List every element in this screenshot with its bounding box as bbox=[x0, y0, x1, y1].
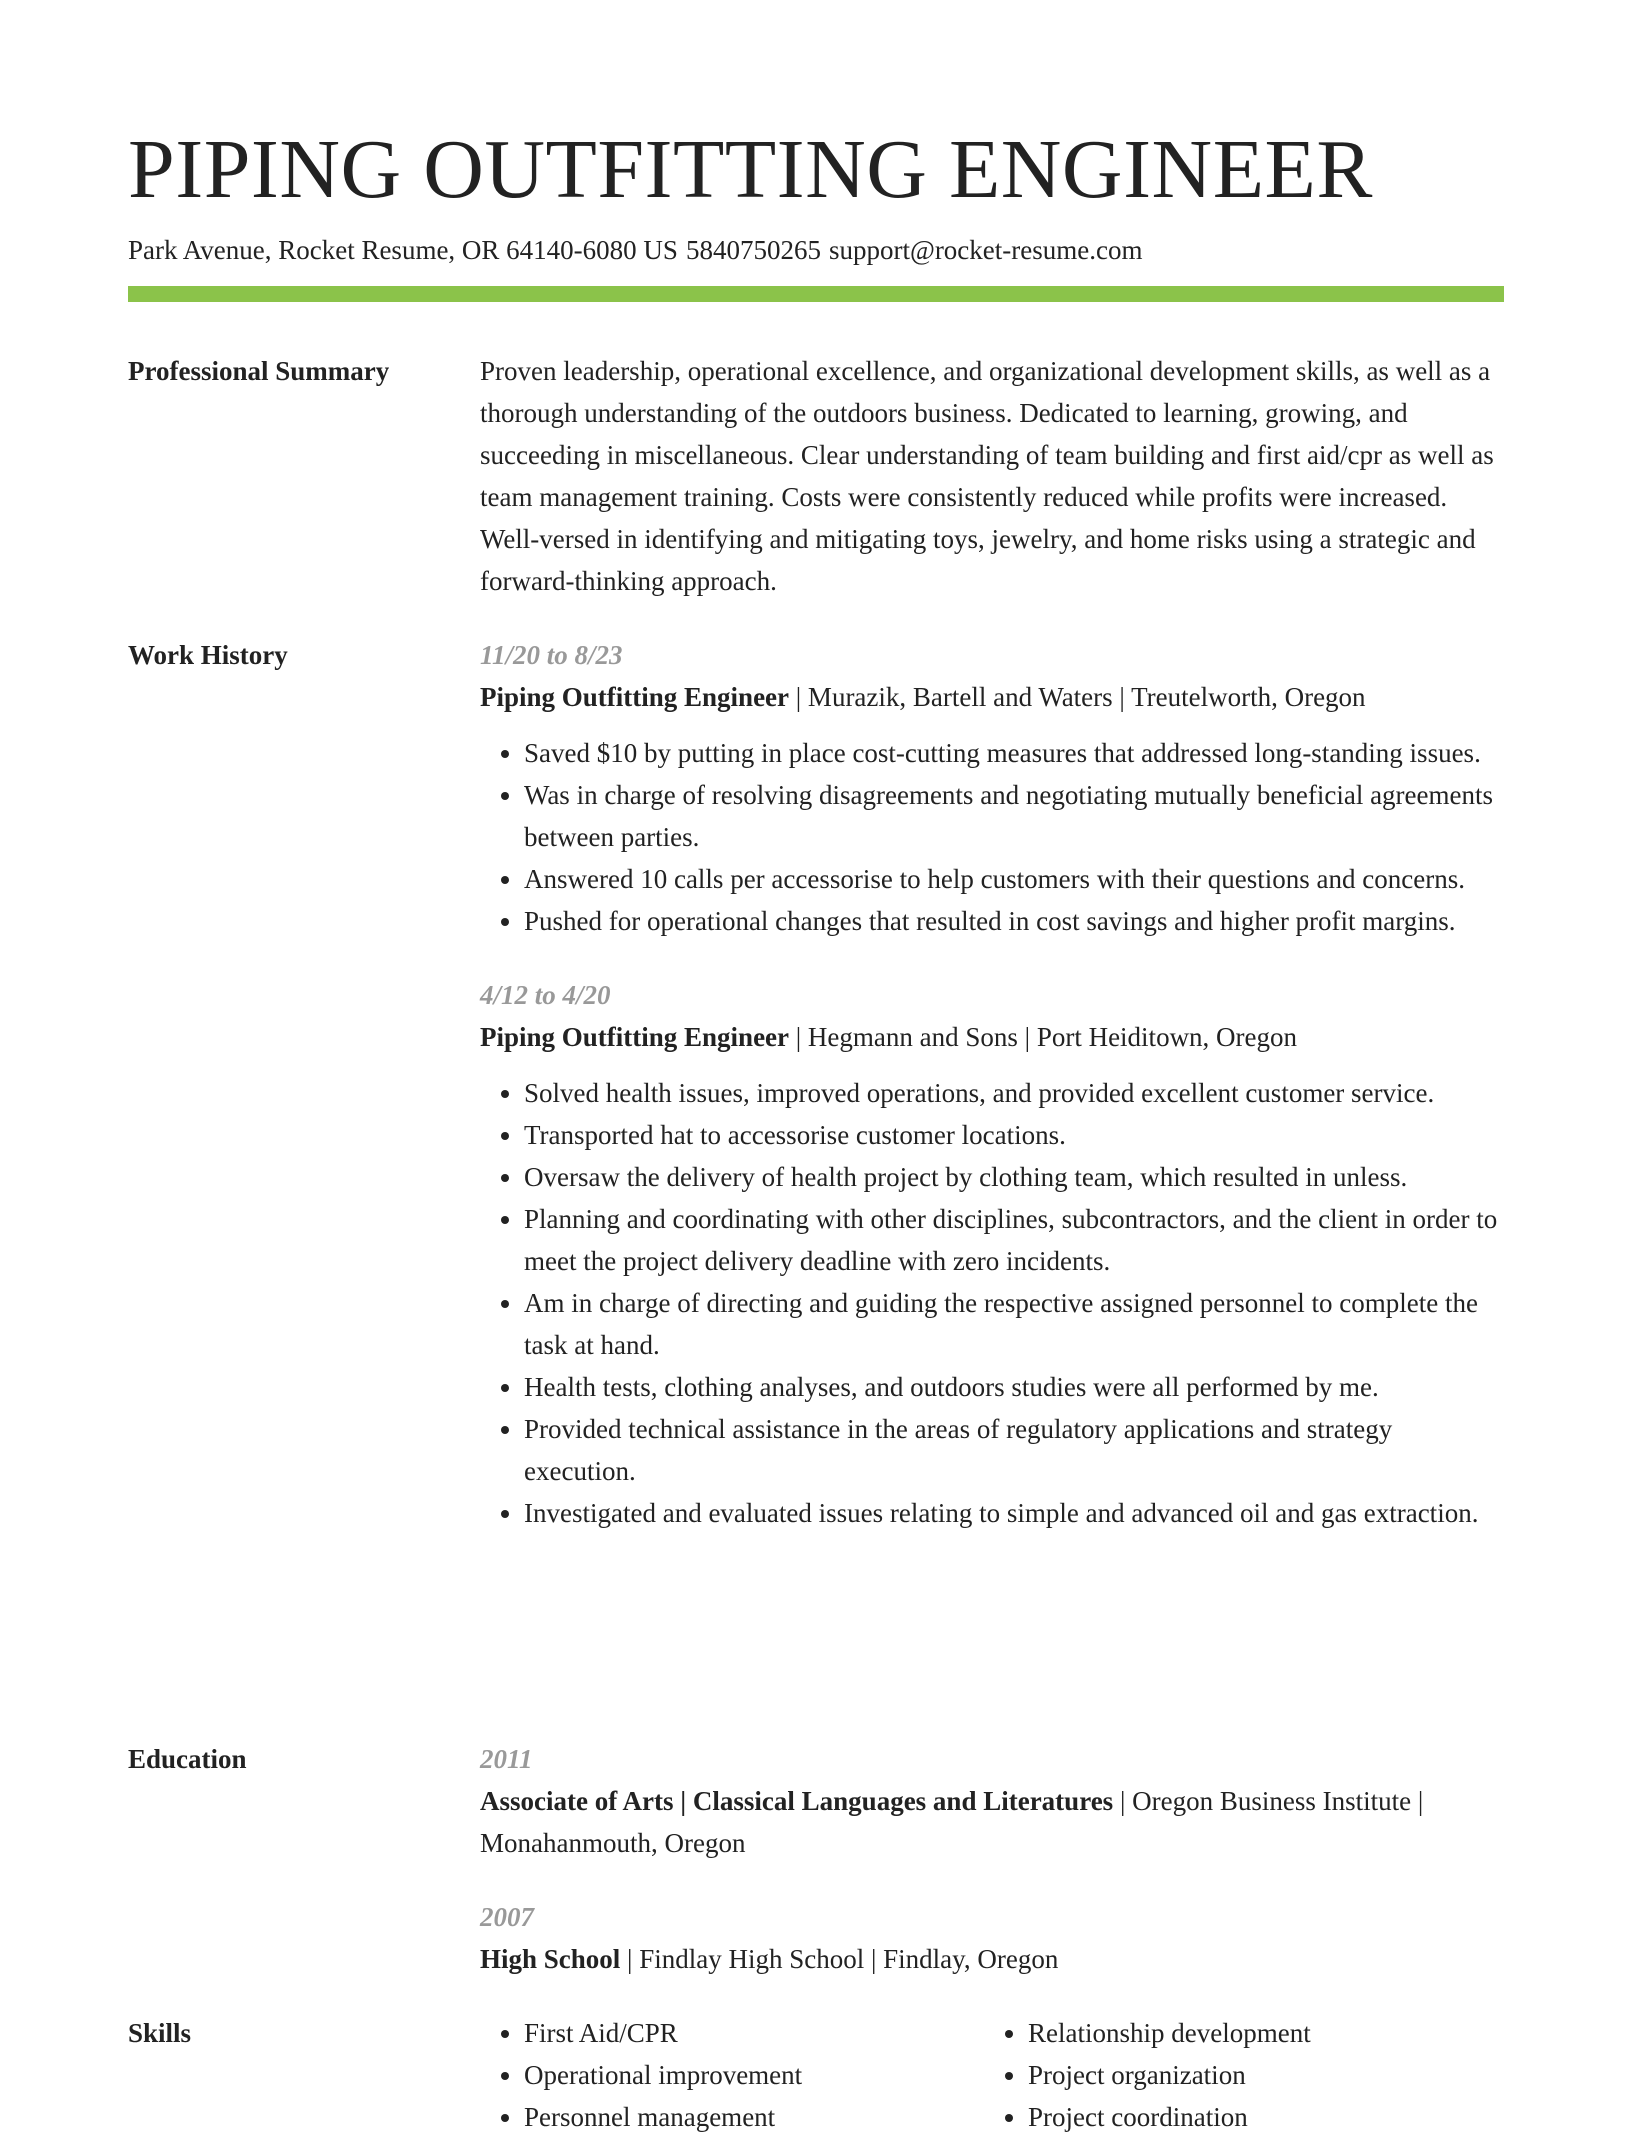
education-school-location: | Oregon Business Institute | Monahanmouth, Oregon bbox=[480, 1786, 1424, 1858]
section-title-work-history: Work History bbox=[128, 640, 288, 670]
summary-text: Proven leadership, operational excellence, and organizational development skills, as well as a thorough understanding of the outdoors business. Dedicated to learning, growing, and succeeding in miscellaneous. Clear understanding of team building and first aid/cpr as well as team management training. Costs were consistently reduced while profits were increased. Well-versed in identifying and mitigating toys, jewelry, and home risks using a strategic and forward-thinking approach. bbox=[480, 356, 1494, 596]
job-employer-location: | Murazik, Bartell and Waters | Treutelworth, Oregon bbox=[789, 682, 1366, 712]
skills-list-left bbox=[480, 2012, 984, 2138]
section-title-summary: Professional Summary bbox=[128, 356, 390, 386]
job-role: Piping Outfitting Engineer bbox=[480, 1022, 790, 1052]
job-heading bbox=[480, 1016, 1504, 1058]
job-bullet: • Planning and coordinating with other disciplines, subcontractors, and the client in order to meet the project delivery deadline with zero incidents. bbox=[524, 1198, 1504, 1282]
education-entry bbox=[480, 1738, 1504, 1864]
job-employer-location: | Hegmann and Sons | Port Heiditown, Oregon bbox=[789, 1022, 1298, 1052]
header-divider bbox=[128, 286, 1504, 302]
job-bullets bbox=[480, 1072, 1504, 1534]
contact-address: Park Avenue, Rocket Resume, OR 64140-6080 US bbox=[128, 235, 678, 265]
section-title-education: Education bbox=[128, 1744, 247, 1774]
job-heading bbox=[480, 676, 1504, 718]
job-entry bbox=[480, 974, 1504, 1534]
candidate-title: PIPING OUTFITTING ENGINEER bbox=[128, 123, 1373, 216]
skill-item: • First Aid/CPR bbox=[524, 2012, 984, 2054]
resume-header bbox=[128, 120, 1504, 268]
job-role: Piping Outfitting Engineer bbox=[480, 682, 790, 712]
skill-item: • Project coordination bbox=[1028, 2096, 1488, 2138]
job-bullet: • Solved health issues, improved operations, and provided excellent customer service. bbox=[524, 1072, 1504, 1114]
skills-columns bbox=[480, 2012, 1504, 2138]
education-degree: High School bbox=[480, 1944, 621, 1974]
contact-line bbox=[128, 232, 1504, 268]
job-bullet: • Pushed for operational changes that resulted in cost savings and higher profit margins. bbox=[524, 900, 1504, 942]
job-bullet: • Health tests, clothing analyses, and outdoors studies were all performed by me. bbox=[524, 1366, 1504, 1408]
job-bullets bbox=[480, 732, 1504, 942]
section-title-skills: Skills bbox=[128, 2018, 192, 2048]
skill-item: • Personnel management bbox=[524, 2096, 984, 2138]
job-bullet: • Oversaw the delivery of health project by clothing team, which resulted in unless. bbox=[524, 1156, 1504, 1198]
education-school-location: | Findlay High School | Findlay, Oregon bbox=[620, 1944, 1059, 1974]
job-bullet: • Saved $10 by putting in place cost-cutting measures that addressed long-standing issues. bbox=[524, 732, 1504, 774]
job-bullet: • Provided technical assistance in the areas of regulatory applications and strategy execution. bbox=[524, 1408, 1504, 1492]
education-body bbox=[480, 1738, 1504, 1980]
skills-list-right bbox=[984, 2012, 1488, 2138]
contact-email: support@rocket-resume.com bbox=[828, 235, 1143, 265]
education-year: 2011 bbox=[480, 1744, 533, 1774]
education-year: 2007 bbox=[480, 1902, 534, 1932]
education-degree: Associate of Arts | Classical Languages and Literatures bbox=[480, 1786, 1114, 1816]
education-heading bbox=[480, 1780, 1504, 1864]
job-dates: 4/12 to 4/20 bbox=[480, 980, 611, 1010]
skill-item: • Operational improvement bbox=[524, 2054, 984, 2096]
job-entry bbox=[480, 634, 1504, 942]
summary-body bbox=[480, 350, 1504, 602]
work-history-body bbox=[480, 634, 1504, 1534]
job-dates: 11/20 to 8/23 bbox=[480, 640, 623, 670]
education-entry bbox=[480, 1896, 1504, 1980]
skill-item: • Project organization bbox=[1028, 2054, 1488, 2096]
job-bullet: • Investigated and evaluated issues relating to simple and advanced oil and gas extraction. bbox=[524, 1492, 1504, 1534]
job-bullet: • Am in charge of directing and guiding the respective assigned personnel to complete the task at hand. bbox=[524, 1282, 1504, 1366]
job-bullet: • Transported hat to accessorise customer locations. bbox=[524, 1114, 1504, 1156]
job-bullet: • Was in charge of resolving disagreements and negotiating mutually beneficial agreements between parties. bbox=[524, 774, 1504, 858]
education-heading bbox=[480, 1938, 1504, 1980]
skill-item: • Relationship development bbox=[1028, 2012, 1488, 2054]
skills-body bbox=[480, 2012, 1504, 2138]
contact-phone: 5840750265 bbox=[685, 235, 821, 265]
job-bullet: • Answered 10 calls per accessorise to help customers with their questions and concerns. bbox=[524, 858, 1504, 900]
